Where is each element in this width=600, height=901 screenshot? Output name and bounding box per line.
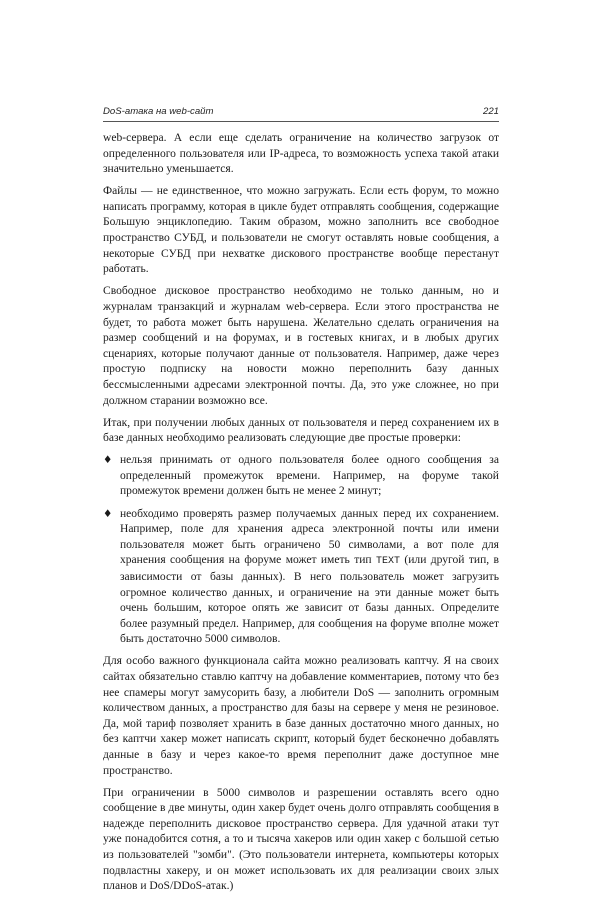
list-item-text: нельзя принимать от одного пользователя более одного сообщения за определенный промежуток времени. Например, на форуме такой промежуток времени должен быть не менее 2 минут; [120,454,499,498]
paragraph: Итак, при получении любых данных от пользователя и перед сохранением их в базе данных необходимо реализовать следующие две простые проверки: [103,416,499,445]
chapter-title: DoS-атака на web-сайт [103,106,214,117]
paragraph: Для особо важного функционала сайта можно реализовать каптчу. Я на своих сайтах обязательно ставлю каптчу на добавление комментариев, потому что без нее спамеры могут замусорить базу, а любители DoS — заполнить огромным количеством данных, а пространство для базы на сервере у меня не резиновое. Да, мой тариф позволяет хранить в базе данных достаточно много данных, но без каптчи хакер может написать скрипт, который будет бесконечно добавлять данные в базу и через какое-то время переполнит даже доступное мне пространство. [103,655,499,777]
running-header [103,105,499,122]
paragraph: web-сервера. А если еще сделать ограничение на количество загрузок от определенного пользователя или IP-адреса, то возможность успеха такой атаки значительно уменьшается. [103,132,499,176]
check-list [103,453,499,648]
diamond-bullet-icon: ♦ [103,454,113,467]
paragraph: При ограничении в 5000 символов и разрешении оставлять всего одно сообщение в две минуты, один хакер будет очень долго отправлять сообщения в надежде переполнить дисковое пространство сервера. Для удачной атаки тут уже понадобится сотня, а то и тысяча хакеров или один хакер с большой сетью из пользователей "зомби". (Это пользователи интернета, компьютеры которых подвластны хакеру, и он может использовать их для реализации своих злых планов и DoS/DDoS-атак.) [103,786,499,893]
diamond-bullet-icon: ♦ [103,507,113,520]
page-body [103,131,499,901]
list-item-text-cont: (или другой тип, в зависимости от базы данных). В него пользователь может загрузить огромное количество данных, и ограничение на эти данные может быть очень большим, которое опять же зависит от базы данных. Определите более разумный предел. Например, для сообщения на форуме вполне может быть достаточно 5000 символов. [120,554,499,646]
list-item-text: необходимо проверять размер получаемых данных перед их сохранением. Например, поле для хранения адреса электронной почты или имени пользователя может быть ограничено 50 символами, а вот поле для хранения сообщения на форуме может иметь тип [120,507,499,567]
list-item [103,453,499,500]
list-item [103,507,499,648]
page-number: 221 [482,106,499,117]
paragraph: Свободное дисковое пространство необходимо не только данным, но и журналам транзакций и журналам web-сервера. Если этого пространства не будет, то работа может быть нарушена. Желательно сделать ограничения на размер сообщений и на форумах, и в гостевых книгах, и в любых других сценариях, которые получают данные от пользователя. Например, даже через простую подписку на новости можно переполнить базу данных бессмысленными адресами электронной почты. Да, это уже сложнее, но при должном старании возможно все. [103,285,499,407]
paragraph: Файлы — не единственное, что можно загружать. Если есть форум, то можно написать программу, которая в цикле будет отправлять сообщения, содержащие Большую энциклопедию. Таким образом, можно заполнить все свободное пространство СУБД, и пользователи не смогут оставлять новые сообщения, а некоторые СУБД при нехватке дискового пространстве вообще перестанут работать. [103,185,499,276]
code-type-text: TEXT [376,556,401,568]
